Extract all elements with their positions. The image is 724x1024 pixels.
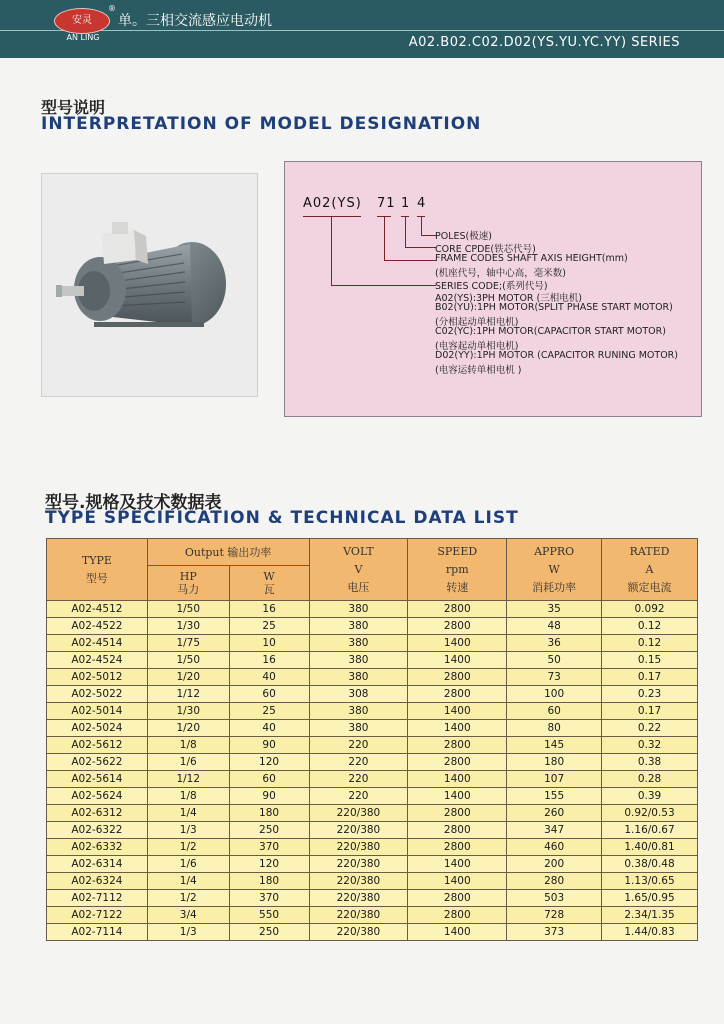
cell-type: A02-5622 bbox=[47, 754, 148, 771]
cell-appro: 373 bbox=[507, 924, 602, 941]
cell-hp: 1/20 bbox=[147, 669, 229, 686]
cell-volt: 220/380 bbox=[309, 839, 408, 856]
cell-w: 16 bbox=[229, 652, 309, 669]
cell-appro: 200 bbox=[507, 856, 602, 873]
designation-title-cn: 型号说明 bbox=[41, 98, 106, 117]
cell-hp: 1/8 bbox=[147, 737, 229, 754]
desc-line: POLES(极速) bbox=[435, 231, 492, 242]
cell-hp: 1/4 bbox=[147, 805, 229, 822]
cell-rated: 1.65/0.95 bbox=[602, 890, 698, 907]
cell-volt: 220 bbox=[309, 771, 408, 788]
cell-appro: 50 bbox=[507, 652, 602, 669]
header-appro-en: APPRO bbox=[534, 544, 575, 558]
header-volt-en: VOLT bbox=[343, 544, 374, 558]
cell-volt: 220 bbox=[309, 754, 408, 771]
cell-w: 550 bbox=[229, 907, 309, 924]
cell-volt: 380 bbox=[309, 601, 408, 618]
desc-line: B02(YU):1PH MOTOR(SPLIT PHASE START MOTOR) bbox=[435, 302, 673, 313]
table-row bbox=[47, 618, 698, 635]
code-poles: 4 bbox=[417, 196, 427, 211]
cell-w: 180 bbox=[229, 805, 309, 822]
table-row bbox=[47, 822, 698, 839]
cell-type: A02-5022 bbox=[47, 686, 148, 703]
cell-type: A02-7122 bbox=[47, 907, 148, 924]
cell-rated: 1.16/0.67 bbox=[602, 822, 698, 839]
cell-rated: 1.40/0.81 bbox=[602, 839, 698, 856]
cell-hp: 1/50 bbox=[147, 652, 229, 669]
table-row bbox=[47, 737, 698, 754]
cell-volt: 380 bbox=[309, 720, 408, 737]
header-w-cn: 瓦 bbox=[263, 583, 275, 596]
table-row bbox=[47, 771, 698, 788]
cell-hp: 1/2 bbox=[147, 890, 229, 907]
cell-type: A02-6314 bbox=[47, 856, 148, 873]
cell-w: 90 bbox=[229, 737, 309, 754]
desc-line: CORE CPDE(铁芯代号) bbox=[435, 244, 536, 255]
cell-type: A02-6312 bbox=[47, 805, 148, 822]
cell-hp: 1/30 bbox=[147, 703, 229, 720]
cell-speed: 1400 bbox=[408, 788, 507, 805]
cell-type: A02-5614 bbox=[47, 771, 148, 788]
cell-appro: 460 bbox=[507, 839, 602, 856]
cell-w: 370 bbox=[229, 839, 309, 856]
cell-w: 120 bbox=[229, 856, 309, 873]
cell-appro: 503 bbox=[507, 890, 602, 907]
cell-type: A02-6324 bbox=[47, 873, 148, 890]
desc-line: (电容运转单相电机 ) bbox=[435, 365, 522, 376]
cell-rated: 1.44/0.83 bbox=[602, 924, 698, 941]
cell-w: 60 bbox=[229, 686, 309, 703]
cell-w: 25 bbox=[229, 703, 309, 720]
desc-line: FRAME CODES SHAFT AXIS HEIGHT(mm) bbox=[435, 253, 628, 264]
cell-speed: 2800 bbox=[408, 822, 507, 839]
cell-w: 10 bbox=[229, 635, 309, 652]
cell-speed: 1400 bbox=[408, 856, 507, 873]
header-type bbox=[47, 539, 148, 601]
cell-hp: 1/6 bbox=[147, 856, 229, 873]
header-rated-unit: A bbox=[645, 562, 654, 576]
cell-type: A02-7114 bbox=[47, 924, 148, 941]
logo-mark: 安灵 bbox=[54, 8, 110, 34]
desc-line: (电容起动单相电机) bbox=[435, 341, 519, 352]
header-appro-cn: 消耗功率 bbox=[532, 580, 577, 594]
cell-hp: 1/12 bbox=[147, 686, 229, 703]
cell-w: 250 bbox=[229, 924, 309, 941]
cell-speed: 1400 bbox=[408, 924, 507, 941]
cell-speed: 2800 bbox=[408, 669, 507, 686]
cell-hp: 3/4 bbox=[147, 907, 229, 924]
cell-type: A02-5012 bbox=[47, 669, 148, 686]
cell-appro: 107 bbox=[507, 771, 602, 788]
cell-appro: 48 bbox=[507, 618, 602, 635]
cell-w: 90 bbox=[229, 788, 309, 805]
cell-speed: 2800 bbox=[408, 618, 507, 635]
cell-type: A02-5624 bbox=[47, 788, 148, 805]
table-row bbox=[47, 652, 698, 669]
cell-rated: 0.17 bbox=[602, 703, 698, 720]
cell-type: A02-6322 bbox=[47, 822, 148, 839]
cell-speed: 2800 bbox=[408, 686, 507, 703]
cell-appro: 280 bbox=[507, 873, 602, 890]
cell-speed: 2800 bbox=[408, 907, 507, 924]
code-frame: 71 bbox=[377, 196, 396, 211]
table-row bbox=[47, 839, 698, 856]
cell-volt: 380 bbox=[309, 652, 408, 669]
cell-rated: 0.22 bbox=[602, 720, 698, 737]
logo-text: AN LING bbox=[66, 33, 100, 42]
table-row bbox=[47, 703, 698, 720]
header-speed-unit: rpm bbox=[445, 562, 469, 576]
cell-w: 40 bbox=[229, 669, 309, 686]
header-series: A02.B02.C02.D02(YS.YU.YC.YY) SERIES bbox=[408, 35, 680, 50]
cell-volt: 380 bbox=[309, 618, 408, 635]
header-speed-en: SPEED bbox=[437, 544, 478, 558]
cell-speed: 2800 bbox=[408, 890, 507, 907]
cell-volt: 220/380 bbox=[309, 873, 408, 890]
header-output: Output 输出功率 bbox=[147, 539, 309, 566]
motor-illustration bbox=[42, 174, 257, 396]
desc-line: A02(YS):3PH MOTOR (三相电机) bbox=[435, 293, 582, 304]
table-row bbox=[47, 907, 698, 924]
cell-rated: 2.34/1.35 bbox=[602, 907, 698, 924]
header-speed bbox=[408, 539, 507, 601]
cell-rated: 0.092 bbox=[602, 601, 698, 618]
table-row bbox=[47, 924, 698, 941]
cell-speed: 1400 bbox=[408, 635, 507, 652]
header-rated-cn: 额定电流 bbox=[627, 580, 672, 594]
header-volt-unit: V bbox=[354, 562, 363, 576]
cell-volt: 380 bbox=[309, 635, 408, 652]
desc-line: C02(YC):1PH MOTOR(CAPACITOR START MOTOR) bbox=[435, 326, 666, 337]
spec-table-body bbox=[47, 601, 698, 941]
cell-speed: 1400 bbox=[408, 771, 507, 788]
cell-rated: 0.12 bbox=[602, 618, 698, 635]
cell-w: 370 bbox=[229, 890, 309, 907]
cell-speed: 2800 bbox=[408, 754, 507, 771]
cell-appro: 73 bbox=[507, 669, 602, 686]
desc-line: (分相起动单相电机) bbox=[435, 317, 519, 328]
cell-volt: 220/380 bbox=[309, 890, 408, 907]
registered-mark: ® bbox=[108, 4, 116, 13]
code-series: A02(YS) bbox=[303, 196, 362, 211]
cell-type: A02-7112 bbox=[47, 890, 148, 907]
desc-line: SERIES CODE;(系列代号) bbox=[435, 281, 548, 292]
spec-title-en: TYPE SPECIFICATION & TECHNICAL DATA LIST bbox=[45, 508, 519, 528]
header-w bbox=[229, 566, 309, 601]
table-row bbox=[47, 720, 698, 737]
header-title: 单。三相交流感应电动机 bbox=[118, 13, 272, 29]
cell-rated: 0.32 bbox=[602, 737, 698, 754]
cell-appro: 36 bbox=[507, 635, 602, 652]
cell-volt: 220 bbox=[309, 788, 408, 805]
table-row bbox=[47, 890, 698, 907]
cell-volt: 220/380 bbox=[309, 822, 408, 839]
cell-appro: 728 bbox=[507, 907, 602, 924]
cell-volt: 220/380 bbox=[309, 805, 408, 822]
cell-volt: 308 bbox=[309, 686, 408, 703]
cell-type: A02-6332 bbox=[47, 839, 148, 856]
cell-volt: 220/380 bbox=[309, 924, 408, 941]
cell-hp: 1/75 bbox=[147, 635, 229, 652]
cell-w: 25 bbox=[229, 618, 309, 635]
cell-hp: 1/3 bbox=[147, 924, 229, 941]
cell-rated: 0.17 bbox=[602, 669, 698, 686]
header-hp-cn: 马力 bbox=[177, 583, 200, 596]
cell-w: 250 bbox=[229, 822, 309, 839]
cell-hp: 1/30 bbox=[147, 618, 229, 635]
header-w-en: W bbox=[263, 570, 275, 583]
spec-title-cn: 型号.规格及技术数据表 bbox=[45, 493, 222, 513]
header-rated bbox=[602, 539, 698, 601]
cell-rated: 0.15 bbox=[602, 652, 698, 669]
cell-type: A02-4514 bbox=[47, 635, 148, 652]
cell-speed: 2800 bbox=[408, 737, 507, 754]
cell-rated: 1.13/0.65 bbox=[602, 873, 698, 890]
cell-w: 60 bbox=[229, 771, 309, 788]
cell-type: A02-5014 bbox=[47, 703, 148, 720]
desc-line: (机座代号，轴中心高，毫米数) bbox=[435, 268, 566, 279]
cell-hp: 1/2 bbox=[147, 839, 229, 856]
cell-hp: 1/12 bbox=[147, 771, 229, 788]
header-hp-en: HP bbox=[179, 570, 197, 583]
table-row bbox=[47, 754, 698, 771]
motor-photo bbox=[41, 173, 258, 397]
cell-hp: 1/8 bbox=[147, 788, 229, 805]
cell-speed: 2800 bbox=[408, 601, 507, 618]
cell-hp: 1/4 bbox=[147, 873, 229, 890]
cell-appro: 145 bbox=[507, 737, 602, 754]
cell-hp: 1/6 bbox=[147, 754, 229, 771]
cell-w: 16 bbox=[229, 601, 309, 618]
cell-rated: 0.23 bbox=[602, 686, 698, 703]
cell-appro: 347 bbox=[507, 822, 602, 839]
desc-line: D02(YY):1PH MOTOR (CAPACITOR RUNING MOTOR) bbox=[435, 350, 678, 361]
brand-logo bbox=[54, 4, 116, 42]
cell-volt: 220/380 bbox=[309, 907, 408, 924]
code-core: 1 bbox=[401, 196, 411, 211]
cell-appro: 80 bbox=[507, 720, 602, 737]
series-connector bbox=[331, 217, 436, 286]
cell-rated: 0.92/0.53 bbox=[602, 805, 698, 822]
cell-speed: 2800 bbox=[408, 839, 507, 856]
table-row bbox=[47, 601, 698, 618]
cell-speed: 1400 bbox=[408, 873, 507, 890]
cell-appro: 60 bbox=[507, 703, 602, 720]
cell-hp: 1/20 bbox=[147, 720, 229, 737]
cell-volt: 220/380 bbox=[309, 856, 408, 873]
table-row bbox=[47, 686, 698, 703]
table-row bbox=[47, 805, 698, 822]
designation-title-en: INTERPRETATION OF MODEL DESIGNATION bbox=[41, 114, 482, 134]
cell-appro: 35 bbox=[507, 601, 602, 618]
header-type-cn: 型号 bbox=[85, 571, 108, 585]
cell-type: A02-5612 bbox=[47, 737, 148, 754]
cell-appro: 180 bbox=[507, 754, 602, 771]
header-appro-unit: W bbox=[548, 562, 560, 576]
cell-appro: 260 bbox=[507, 805, 602, 822]
cell-rated: 0.12 bbox=[602, 635, 698, 652]
cell-speed: 1400 bbox=[408, 720, 507, 737]
cell-hp: 1/50 bbox=[147, 601, 229, 618]
cell-volt: 380 bbox=[309, 669, 408, 686]
cell-speed: 1400 bbox=[408, 703, 507, 720]
header-type-en: TYPE bbox=[81, 553, 112, 567]
cell-w: 120 bbox=[229, 754, 309, 771]
table-header-row bbox=[47, 539, 698, 566]
cell-rated: 0.28 bbox=[602, 771, 698, 788]
cell-rated: 0.38/0.48 bbox=[602, 856, 698, 873]
cell-type: A02-4512 bbox=[47, 601, 148, 618]
cell-type: A02-5024 bbox=[47, 720, 148, 737]
header-appro bbox=[507, 539, 602, 601]
header-speed-cn: 转速 bbox=[446, 580, 469, 594]
cell-volt: 380 bbox=[309, 703, 408, 720]
spec-table bbox=[46, 538, 698, 941]
cell-appro: 100 bbox=[507, 686, 602, 703]
header-volt-cn: 电压 bbox=[347, 580, 370, 594]
cell-rated: 0.38 bbox=[602, 754, 698, 771]
header-hp bbox=[147, 566, 229, 601]
table-row bbox=[47, 635, 698, 652]
page-header bbox=[0, 0, 724, 58]
designation-box bbox=[284, 161, 702, 417]
header-volt bbox=[309, 539, 408, 601]
cell-hp: 1/3 bbox=[147, 822, 229, 839]
cell-type: A02-4524 bbox=[47, 652, 148, 669]
table-row bbox=[47, 856, 698, 873]
cell-rated: 0.39 bbox=[602, 788, 698, 805]
table-row bbox=[47, 669, 698, 686]
cell-type: A02-4522 bbox=[47, 618, 148, 635]
cell-w: 40 bbox=[229, 720, 309, 737]
header-rated-en: RATED bbox=[629, 544, 670, 558]
cell-speed: 2800 bbox=[408, 805, 507, 822]
table-row bbox=[47, 788, 698, 805]
cell-volt: 220 bbox=[309, 737, 408, 754]
table-row bbox=[47, 873, 698, 890]
cell-speed: 1400 bbox=[408, 652, 507, 669]
cell-w: 180 bbox=[229, 873, 309, 890]
cell-appro: 155 bbox=[507, 788, 602, 805]
